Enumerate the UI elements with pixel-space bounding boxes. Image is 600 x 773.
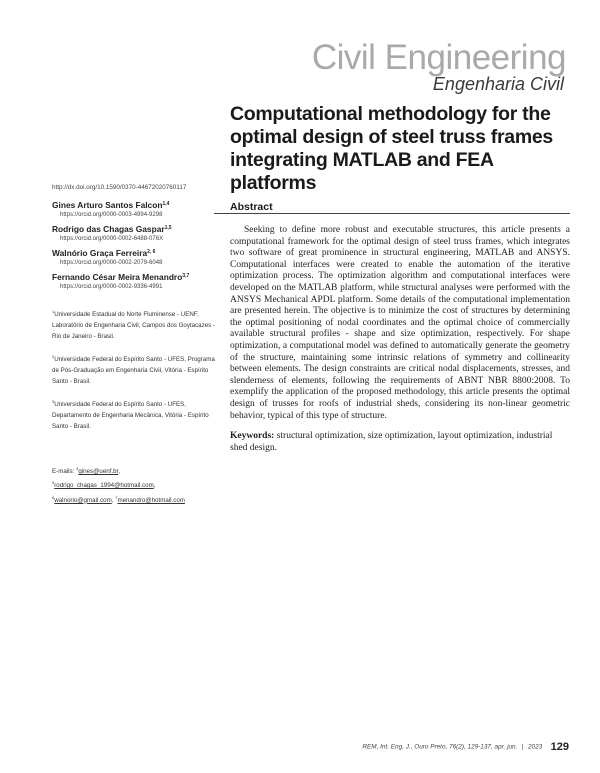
author-sup: 2, 6 (147, 249, 156, 255)
author-orcid-link[interactable]: https://orcid.org/0000-0002-9336-4991 (60, 284, 163, 290)
footer-separator: | (521, 743, 524, 751)
author-name (52, 223, 212, 235)
journal-subtitle: Engenharia Civil (432, 74, 564, 94)
author-sup: 1,4 (162, 201, 170, 207)
author-sup: 1,5 (164, 225, 172, 231)
author-name (52, 199, 212, 211)
author-name-text: Walnório Graça Ferreira (52, 248, 148, 258)
affiliation-text: Universidade Federal do Espírito Santo - UFES, Departamento de Engenharia Mecânica, Vitória - Espírito Santo - Brasil. (52, 401, 209, 430)
abstract-heading: Abstract (230, 201, 273, 213)
keywords (230, 431, 570, 454)
author-orcid-link[interactable]: https://orcid.org/0000-0002-2079-6048 (60, 260, 163, 266)
page-number: 129 (550, 740, 569, 753)
affiliation-item (52, 306, 217, 342)
doi-link[interactable]: http://dx.doi.org/10.1590/0370-44672020760117 (52, 184, 187, 191)
keywords-label: Keywords: (230, 431, 275, 441)
author-orcid-link[interactable]: https://orcid.org/0000-0003-4994-9298 (60, 212, 163, 218)
emails-label: E-mails: (52, 468, 75, 475)
author-item (52, 223, 212, 244)
affiliation-sup: 1 (52, 309, 55, 314)
author-item (52, 247, 212, 268)
email-sup: 5 (52, 480, 55, 486)
author-name (52, 271, 212, 283)
author-sup: 3,7 (182, 273, 190, 279)
author-name (52, 247, 212, 259)
email-sup: 4 (76, 466, 79, 471)
footer-citation: REM, Int. Eng. J., Ouro Preto, 76(2), 129-137, apr. jun. (362, 743, 518, 751)
abstract-body: Seeking to define more robust and executable structures, this article presents a computational framework for the optimal design of steel truss frames, which integrates two software of great prominence in structural engineering, MATLAB and ANSYS. Computational interfaces were created to enable the automation of the iterative optimization process. The optimization algorithm and computational interfaces were developed on the MATLAB platform, while structural analyses were performed with the ANSYS Mechanical APDL platform. Some details of the computational implementation are presented herein. The objective is to minimize the cost of structures by determining the optimal positioning of nodal coordinates and the optimal choice of commercially available structural profiles - shape and size optimization, respectively. For shape optimization, a computational model was defined to automatically generate the geometry of the structure, maintaining some intrinsic relations of symmetry and collinearity between elements. The design constraints are critical nodal displacements, stresses, and slenderness of elements, following the requirements of ABNT NBR 8800:2008. To exemplify the application of the proposed methodology, this article presents the optimal design of trusses for roofs of industrial sheds, considering its non-linear geometric behavior, typical of this type of structure. (230, 225, 570, 421)
journal-title: Civil Engineering (311, 38, 566, 77)
affiliation-item (52, 396, 217, 432)
affiliation-sup: 3 (52, 399, 55, 404)
author-list (52, 199, 212, 295)
email-link[interactable]: walnorio@gmail.com (54, 496, 112, 504)
author-orcid-link[interactable]: https://orcid.org/0000-0002-6488-076X (60, 236, 164, 242)
page-footer (362, 738, 569, 756)
author-name-text: Rodrigo das Chagas Gaspar (52, 224, 165, 234)
abstract-divider (214, 213, 570, 214)
author-item (52, 199, 212, 220)
affiliation-text: Universidade Federal do Espírito Santo - UFES, Programa de Pós-Graduação em Engenharia Civil, Vitória - Espírito Santo - Brasil. (52, 356, 215, 385)
affiliation-text: Universidade Estadual do Norte Fluminense - UENF, Laboratório de Engenharia Civil, Campos dos Goytacazes - Rio de Janeiro - Brasil. (52, 311, 216, 340)
email-sup: 7 (115, 494, 118, 500)
affiliation-item (52, 351, 217, 387)
author-name-text: Gines Arturo Santos Falcon (52, 200, 163, 210)
email-sup: 6 (52, 494, 55, 500)
footer-year: 2023 (527, 743, 543, 751)
email-list: E-mails: $^4$gines@uenf.br, $^5$rodrigo_chagas_1994@hotmail.com, $^6$walnorio@gmail.com, $^7$menandro@hotmail.com (52, 466, 185, 504)
email-link[interactable]: gines@uenf.br (78, 468, 119, 475)
affiliation-sup: 2 (52, 354, 55, 359)
email-link[interactable]: rodrigo_chagas_1994@hotmail.com (54, 482, 154, 490)
article-title: Computational methodology for the optimal design of steel truss frames integrating MATLAB and FEA platforms (230, 103, 553, 194)
keywords-text: structural optimization, size optimization, layout optimization, industrial shed design. (230, 431, 553, 453)
author-item (52, 271, 212, 292)
affiliation-list (52, 306, 217, 441)
author-name-text: Fernando César Meira Menandro (52, 272, 183, 282)
email-link[interactable]: menandro@hotmail.com (117, 496, 185, 504)
